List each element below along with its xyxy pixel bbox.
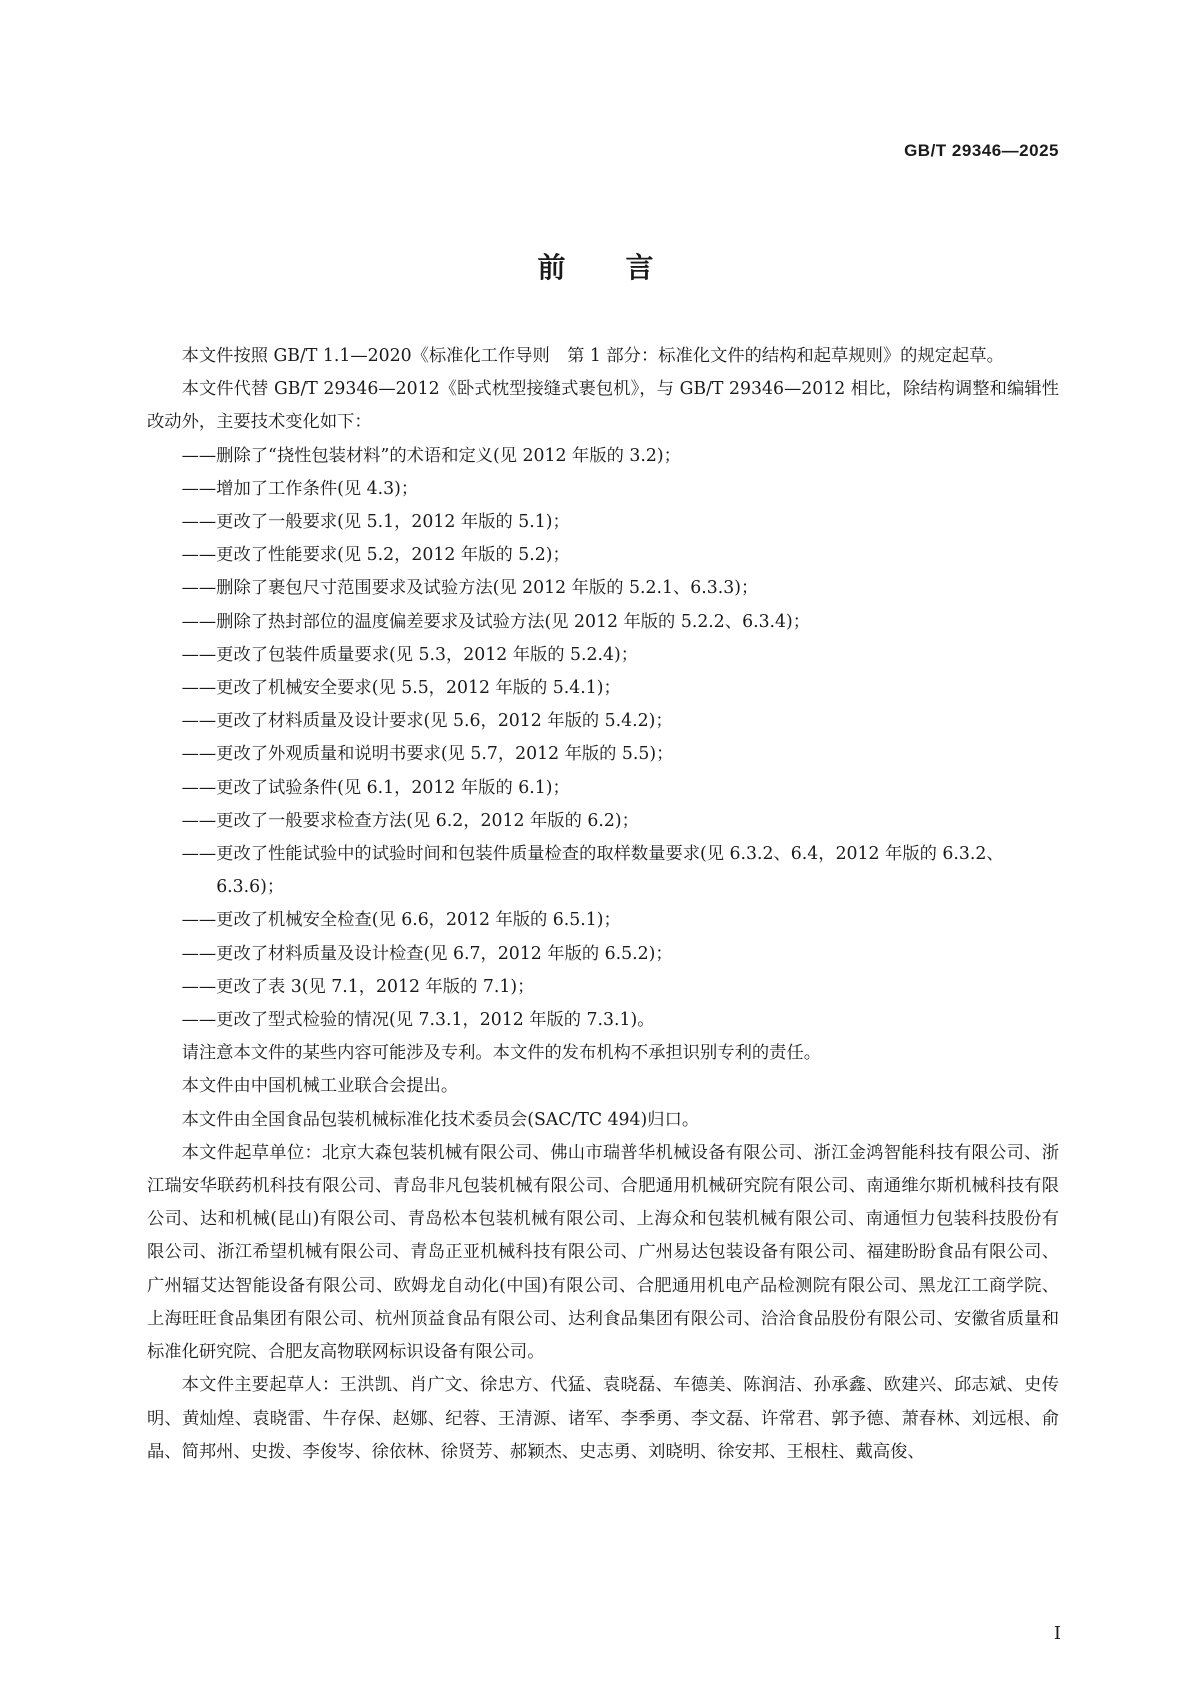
list-item: ——更改了表 3(见 7.1，2012 年版的 7.1)； bbox=[181, 976, 535, 997]
list-item: ——更改了机械安全要求(见 5.5，2012 年版的 5.4.1)； bbox=[181, 678, 621, 699]
paragraph-patent-notice: 请注意本文件的某些内容可能涉及专利。本文件的发布机构不承担识别专利的责任。 bbox=[181, 1043, 822, 1064]
paragraph-replacement: 本文件代替 GB/T 29346—2012《卧式枕型接缝式裹包机》，与 GB/T 29346—2012 相比，除结构调整和编辑性改动外，主要技术变化如下： bbox=[147, 379, 1059, 433]
standard-number: GB/T 29346—2025 bbox=[904, 141, 1059, 160]
paragraph-centralized-by: 本文件由全国食品包装机械标准化技术委员会(SAC/TC 494)归口。 bbox=[181, 1109, 700, 1130]
list-item: ——更改了一般要求(见 5.1，2012 年版的 5.1)； bbox=[181, 512, 570, 533]
list-item: ——删除了裹包尺寸范围要求及试验方法(见 2012 年版的 5.2.1、6.3.3)； bbox=[181, 578, 759, 599]
page-title: 前言 bbox=[537, 251, 714, 284]
list-item: ——更改了性能要求(见 5.2，2012 年版的 5.2)； bbox=[181, 545, 570, 566]
list-item: ——更改了型式检验的情况(见 7.3.1，2012 年版的 7.3.1)。 bbox=[181, 1010, 655, 1031]
list-item: ——更改了材料质量及设计检查(见 6.7，2012 年版的 6.5.2)； bbox=[181, 943, 673, 964]
paragraph-drafting-units: 本文件起草单位：北京大森包装机械有限公司、佛山市瑞普华机械设备有限公司、浙江金鸿智能科技有限公司、浙江瑞安华联药机科技有限公司、青岛非凡包装机械有限公司、合肥通用机械研究院有限公司、南通维尔斯机械科技有限公司、达和机械(昆山)有限公司、青岛松本包装机械有限公司、上海众和包装机械有限公司、南通恒力包装科技股份有限公司、浙江希望机械有限公司、青岛正亚机械科技有限公司、广州易达包装设备有限公司、福建盼盼食品有限公司、广州辐艾达智能设备有限公司、欧姆龙自动化(中国)有限公司、合肥通用机电产品检测院有限公司、黑龙江工商学院、上海旺旺食品集团有限公司、杭州顶益食品有限公司、达利食品集团有限公司、洽洽食品股份有限公司、安徽省质量和标准化研究院、合肥友高物联网标识设备有限公司。 bbox=[147, 1142, 1059, 1363]
page-number: I bbox=[1053, 1623, 1061, 1644]
list-item: ——删除了热封部位的温度偏差要求及试验方法(见 2012 年版的 5.2.2、6.3.4)； bbox=[181, 611, 811, 632]
list-item: ——更改了包装件质量要求(见 5.3，2012 年版的 5.2.4)； bbox=[181, 644, 639, 665]
changes-list bbox=[147, 440, 1059, 1038]
list-item: ——更改了性能试验中的试验时间和包装件质量检查的取样数量要求(见 6.3.2、6.4，2012 年版的 6.3.2、6.3.6)； bbox=[181, 844, 1004, 898]
paragraph-drafting-rules: 本文件按照 GB/T 1.1—2020《标准化工作导则 第 1 部分：标准化文件的结构和起草规则》的规定起草。 bbox=[181, 346, 1004, 366]
paragraph-proposed-by: 本文件由中国机械工业联合会提出。 bbox=[181, 1076, 459, 1097]
list-item: ——更改了一般要求检查方法(见 6.2，2012 年版的 6.2)； bbox=[181, 810, 639, 831]
list-item: ——增加了工作条件(见 4.3)； bbox=[181, 478, 419, 499]
paragraph-drafters: 本文件主要起草人：王洪凯、肖广文、徐忠方、代猛、袁晓磊、车德美、陈润洁、孙承鑫、欧建兴、邱志斌、史传明、黄灿煌、袁晓雷、牛存保、赵娜、纪蓉、王清源、诸军、李季勇、李文磊、许常君、郭予德、萧春林、刘远根、俞晶、简邦州、史拨、李俊岑、徐依林、徐贤芳、郝颖杰、史志勇、刘晓明、徐安邦、王根柱、戴高俊、 bbox=[147, 1375, 1059, 1462]
list-item: ——更改了外观质量和说明书要求(见 5.7，2012 年版的 5.5)； bbox=[181, 744, 674, 765]
document-body bbox=[147, 340, 1059, 1469]
list-item: ——删除了“挠性包装材料”的术语和定义(见 2012 年版的 3.2)； bbox=[181, 445, 681, 466]
list-item: ——更改了试验条件(见 6.1，2012 年版的 6.1)； bbox=[181, 777, 570, 798]
list-item: ——更改了材料质量及设计要求(见 5.6，2012 年版的 5.4.2)； bbox=[181, 711, 673, 732]
list-item: ——更改了机械安全检查(见 6.6，2012 年版的 6.5.1)； bbox=[181, 910, 621, 931]
